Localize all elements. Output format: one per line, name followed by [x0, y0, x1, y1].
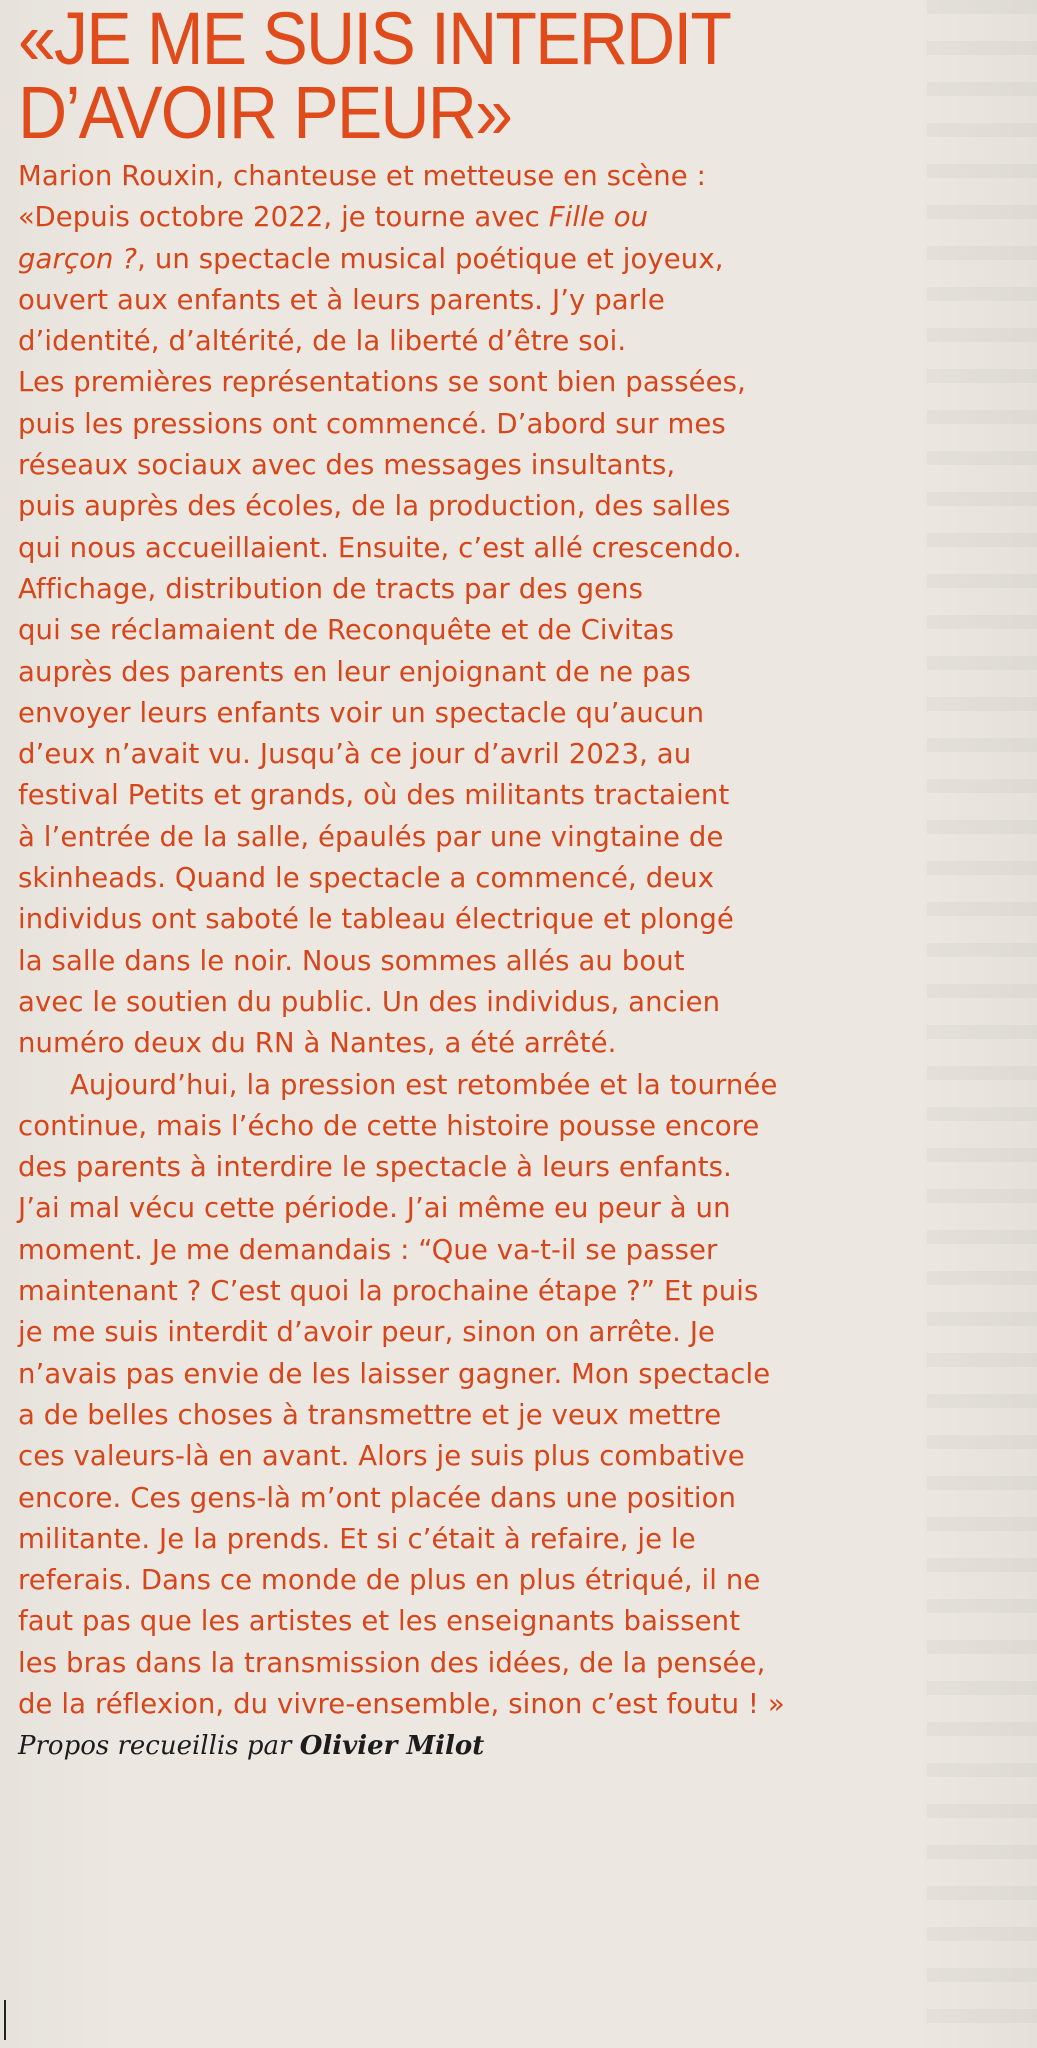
- article-body: [18, 156, 1018, 1725]
- body-line: de la réflexion, du vivre-ensemble, sinon c’est foutu ! »: [18, 1687, 785, 1720]
- body-line: maintenant ? C’est quoi la prochaine étape ?” Et puis: [18, 1275, 759, 1308]
- headline: [18, 0, 938, 154]
- body-line: Marion Rouxin, chanteuse et metteuse en scène :: [18, 160, 706, 192]
- body-line: qui se réclamaient de Reconquête et de Civitas: [18, 614, 675, 647]
- body-line: puis auprès des écoles, de la production, des salles: [18, 490, 731, 523]
- body-line: auprès des parents en leur enjoignant de ne pas: [18, 655, 691, 688]
- body-line: d’identité, d’altérité, de la liberté d’être soi.: [18, 325, 627, 358]
- body-line: [18, 197, 1018, 238]
- body-line: n’avais pas envie de les laisser gagner. Mon spectacle: [18, 1357, 771, 1390]
- body-line: festival Petits et grands, où des militants tractaient: [18, 779, 730, 812]
- show-title: Fille ou: [548, 201, 649, 234]
- headline-line-2: D’AVOIR PEUR»: [18, 71, 512, 154]
- body-line: des parents à interdire le spectacle à leurs enfants.: [18, 1151, 732, 1184]
- body-line: numéro deux du RN à Nantes, a été arrêté.: [18, 1027, 617, 1060]
- body-line: à l’entrée de la salle, épaulés par une vingtaine de: [18, 820, 724, 853]
- body-line: ouvert aux enfants et à leurs parents. J’y parle: [18, 283, 665, 316]
- credit-author: Olivier Milot: [299, 1731, 485, 1762]
- body-line: militante. Je la prends. Et si c’était à refaire, je le: [18, 1522, 696, 1555]
- body-line: ces valeurs-là en avant. Alors je suis plus combative: [18, 1440, 745, 1473]
- article: [18, 0, 1018, 1765]
- headline-line-1: «JE ME SUIS INTERDIT: [18, 0, 731, 80]
- body-line: skinheads. Quand le spectacle a commencé, deux: [18, 862, 715, 895]
- body-line: envoyer leurs enfants voir un spectacle qu’aucun: [18, 696, 705, 729]
- body-line: [18, 239, 1018, 280]
- body-line-text: , un spectacle musical poétique et joyeux,: [137, 242, 724, 275]
- body-line: la salle dans le noir. Nous sommes allés au bout: [18, 944, 685, 977]
- body-line: Affichage, distribution de tracts par des gens: [18, 572, 644, 605]
- body-line: Les premières représentations se sont bien passées,: [18, 366, 746, 399]
- body-line: qui nous accueillaient. Ensuite, c’est allé crescendo.: [18, 531, 742, 564]
- credit-prefix: Propos recueillis par: [18, 1731, 300, 1762]
- body-line: d’eux n’avait vu. Jusqu’à ce jour d’avril 2023, au: [18, 738, 692, 771]
- body-line: avec le soutien du public. Un des individus, ancien: [18, 985, 721, 1018]
- margin-rule: [4, 2000, 6, 2040]
- body-line: puis les pressions ont commencé. D’abord sur mes: [18, 407, 726, 440]
- body-line: je me suis interdit d’avoir peur, sinon on arrête. Je: [18, 1316, 716, 1349]
- body-line: individus ont saboté le tableau électrique et plongé: [18, 903, 734, 936]
- body-line: continue, mais l’écho de cette histoire pousse encore: [18, 1109, 760, 1142]
- body-line: réseaux sociaux avec des messages insultants,: [18, 449, 676, 482]
- body-line: les bras dans la transmission des idées, de la pensée,: [18, 1646, 766, 1679]
- credit-line: [18, 1727, 1018, 1765]
- body-line: a de belles choses à transmettre et je veux mettre: [18, 1398, 722, 1431]
- show-title-end: garçon ?: [18, 242, 138, 275]
- body-line-text: «Depuis octobre 2022, je tourne avec: [18, 201, 549, 234]
- body-line: moment. Je me demandais : “Que va-t-il se passer: [18, 1233, 718, 1266]
- body-line: faut pas que les artistes et les enseignants baissent: [18, 1605, 741, 1638]
- body-line: J’ai mal vécu cette période. J’ai même eu peur à un: [18, 1192, 731, 1225]
- body-line: referais. Dans ce monde de plus en plus étriqué, il ne: [18, 1564, 761, 1597]
- body-line-indented: Aujourd’hui, la pression est retombée et la tournée: [70, 1068, 778, 1101]
- body-line: encore. Ces gens-là m’ont placée dans une position: [18, 1481, 737, 1514]
